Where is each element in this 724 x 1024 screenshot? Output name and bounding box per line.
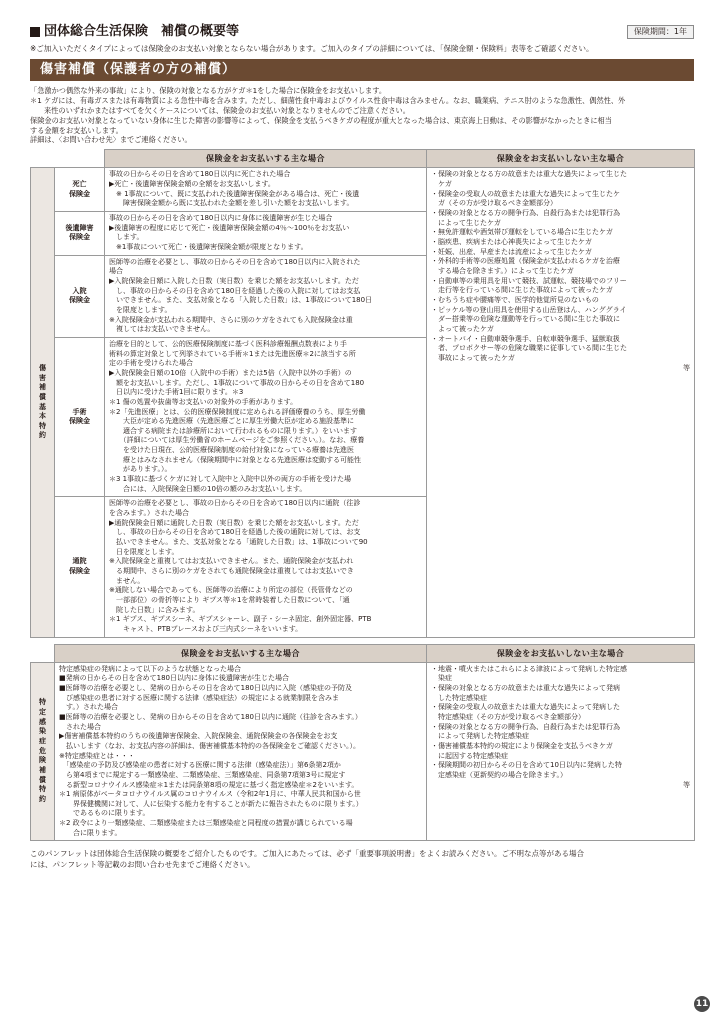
name-part: 死亡	[72, 180, 87, 189]
footer-line: には、パンフレット等記載のお問い合わせ先までご連絡ください。	[30, 860, 255, 870]
text-line: 適合する病院または診療所において行われるものに限ります。）をいいます	[109, 426, 357, 435]
text-line: る新型コロナウイルス感染症＊1または同条第8項の規定に基づく指定感染症＊2をいいます。	[59, 780, 359, 789]
text-line: 医師等の治療を必要とし、事故の日からその日を含めて180日以内に通院（往診	[109, 499, 361, 508]
text-line: る期間中、さらに別のケガをされても通院保険金は重複してはお支払いでき	[109, 567, 354, 575]
text-line: 額をお支払いします。ただし、1事故について事故の日からその日を含めて180	[109, 378, 365, 387]
text-line: 合には、入院保険金日額の10倍の額のみお支払いします。	[109, 484, 307, 493]
text-line: ら第4項までに規定する一類感染症、二類感染症、三類感染症、同条第7項第3号に規定す	[59, 770, 346, 779]
row-name-surgery	[55, 337, 105, 497]
text-line: ・脳疾患、疾病または心神喪失によって生じたケガ	[431, 238, 592, 246]
text-line: する場合を除きます。）によって生じたケガ	[431, 266, 574, 275]
row-name-disability	[55, 212, 105, 256]
text-line: 一部部位）の骨折等により ギプス等＊1を常時装着した日数について、「通	[109, 595, 350, 604]
row-name-outpatient	[55, 497, 105, 637]
top-note: ※ご加入いただくタイプによっては保険金のお支払い対象とならない場合があります。ご加入のタイプの詳細については、「保険金額・保険料」表等をご確認ください。	[30, 44, 594, 53]
row-name-death	[55, 168, 105, 212]
text-line: ＊1 ギプス、ギプスシーネ、ギプスシャーレ、副子・シーネ固定、創外固定器、PTB	[109, 615, 372, 624]
name-part: 保険金	[69, 189, 90, 198]
etc-mark: 等	[683, 363, 690, 372]
text-line: ＊1 病原体がベータコロナウイルス属のコロナウイルス（令和2年1月に、中華人民共和国から世	[59, 790, 361, 799]
name-part: 通院	[72, 557, 87, 566]
page	[30, 22, 694, 871]
header-nopay: 保険金をお支払いしない主な場合	[427, 150, 695, 168]
footer-line: このパンフレットは団体総合生活保険の概要をご紹介したものです。ご加入にあたっては、必ず「重要事項説明書」をよくお読みください。ご不明な点等がある場合	[30, 849, 585, 859]
text-line: ・地震・噴火またはこれらによる津波によって発病した特定感	[431, 664, 627, 673]
page-title	[30, 24, 239, 41]
side-char: 特	[39, 421, 46, 430]
name-part: 保険金	[69, 233, 90, 242]
text-line: ■医師等の治療を必要とし、発病の日からその日を含めて180日以内に通院（往診を含みます。）	[59, 712, 362, 721]
text-line: 療とはみなされません（保険期間中に対象となる先進医療は変動する可能性	[109, 455, 361, 464]
text-line: ・自動車等の乗用具を用いて競技、試運転、競技場でのフリー	[431, 276, 627, 285]
title-row	[30, 22, 694, 42]
side-char: 症	[39, 737, 46, 746]
text-line: ・保険期間の初日からその日を含めて10日以内に発病した特	[431, 761, 622, 770]
intro-line: ＊1 ケガには、有毒ガスまたは有毒物質による急性中毒を含みます。ただし、細菌性食中毒およびウイルス性食中毒は含みません。なお、職業病、テニス肘のような急激性、偶然性、外	[30, 95, 626, 105]
text-line: 特定感染症の発病によって以下のような状態となった場合	[59, 664, 241, 673]
pay-cell-infection	[55, 662, 427, 841]
text-line: 定の手術を受けられた場合	[109, 359, 193, 368]
text-line: ▶傷害補償基本特約のうちの後遺障害保険金、入院保険金、通院保険金の各保険金をお支	[59, 732, 338, 741]
row-pay-outpatient	[105, 497, 427, 637]
row-pay-surgery	[105, 337, 427, 497]
text-line: ません。	[109, 576, 145, 585]
side-char: 傷	[39, 363, 46, 372]
text-line: ■医師等の治療を必要とし、発病の日からその日を含めて180日以内に入院（感染症の予防及	[59, 683, 352, 692]
text-line: よって被ったケガ	[431, 324, 494, 333]
section-banner: 傷害補償（保護者の方の補償）	[30, 59, 694, 81]
text-line: 治療を目的として、公的医療保険制度に基づく医科診療報酬点数表により手	[109, 339, 347, 348]
text-line: ※通院しない場合であっても、医師等の治療により所定の部位（長管骨などの	[109, 586, 353, 595]
side-label-injury	[31, 168, 55, 637]
name-part: 後遺障害	[65, 223, 94, 232]
text-line: 術料の算定対象として列挙されている手術＊1または先進医療＊2に該当する所	[109, 349, 356, 358]
side-char: 約	[39, 431, 46, 440]
text-line: 事故によって被ったケガ	[431, 353, 515, 362]
text-line: 医師等の治療を必要とし、事故の日からその日を含めて180日以内に入院された	[109, 257, 361, 266]
text-line: ・ピッケル等の登山用具を使用する山岳登はん、ハンググライ	[431, 305, 627, 314]
text-line: ※ 1事故について、既に支払われた後遺障害保険金がある場合は、死亡・後遺	[109, 189, 360, 198]
text-line: します。	[109, 233, 144, 242]
text-line: 障害保険金額から既に支払われた金額を差し引いた額をお支払いします。	[109, 199, 354, 208]
text-line: 者、プロボクサー等の危険な職業に従事している間に生じた	[431, 344, 627, 353]
period-badge: 保険期間：1年	[627, 25, 694, 39]
text-line: 「感染症の予防及び感染症の患者に対する医療に関する法律（感染症法）」第6条第2項か	[59, 761, 341, 770]
text-line: ■発病の日からその日を含めて180日以内に身体に後遺障害が生じた場合	[59, 674, 289, 683]
text-line: （詳細については厚生労働省のホームページをご参照ください。）。なお、療養	[109, 436, 365, 445]
side-char: 定	[39, 708, 46, 717]
text-line: ＊1 傷の処置や抜歯等お支払いの対象外の手術があります。	[109, 397, 298, 406]
intro-line: する金額をお支払いします。	[30, 125, 123, 135]
text-line: であるものに限ります。	[59, 809, 150, 818]
side-char: 基	[39, 402, 46, 411]
text-line: いできません。また、支払対象となる「入院した日数」は、1事故について180日	[109, 296, 373, 305]
text-line: を受けた日現在、公的医療保険制度の給付対象になっている療養は先進医	[109, 446, 354, 455]
text-line: ※入院保険金と重複してはお支払いできません。また、通院保険金が支払われ	[109, 557, 354, 566]
text-line: ・オートバイ・自動車競争選手、自転車競争選手、猛獣取扱	[431, 334, 620, 343]
text-line: 走行等を行っている間に生じた事故によって被ったケガ	[431, 286, 613, 295]
name-part: 保険金	[69, 567, 90, 575]
name-part: 手術	[72, 407, 87, 416]
text-line: ケガ	[431, 180, 452, 189]
blank-header	[31, 150, 105, 168]
row-pay-death	[105, 168, 427, 212]
text-line: を含みます。）された場合	[109, 509, 189, 518]
text-line: 払いします（なお、お支払内容の詳細は、傷害補償基本特約の各保険金をご確認ください。）。	[59, 741, 360, 750]
text-line: によって生じたケガ	[431, 218, 501, 227]
side-char: 害	[39, 373, 46, 382]
text-line: 大臣が定める先進医療（先進医療ごとに厚生労働大臣が定める施設基準に	[109, 417, 354, 426]
nopay-cell-infection	[427, 662, 695, 841]
text-line: し、事故の日からその日を含めて180日を経過した後の通院に対しては、お支	[109, 528, 361, 537]
infection-coverage-table	[30, 644, 695, 842]
page-title-text: 団体総合生活保険 補償の概要等	[44, 23, 240, 39]
intro-text	[30, 86, 694, 146]
text-line: ・保険金の受取人の故意または重大な過失によって発病した	[431, 703, 620, 712]
text-line: 日以内に受けた手術1回に限ります。＊3	[109, 388, 244, 397]
name-part: 入院	[72, 286, 87, 295]
text-line: ・妊娠、出産、早産または流産によって生じたケガ	[431, 247, 592, 256]
footer-note	[30, 849, 694, 871]
side-char: 感	[39, 717, 46, 726]
text-line: ・むちうち症や腰痛等で、医学的他覚所見のないもの	[431, 295, 599, 304]
text-line: 場合	[109, 267, 123, 276]
text-line: す。）された場合	[59, 703, 118, 712]
header-pay: 保険金をお支払いする主な場合	[105, 150, 427, 168]
text-line: に起因する特定感染症	[431, 751, 508, 760]
text-line: し、事故の日からその日を含めて180日を経過した後の入院に対してはお支払	[109, 286, 361, 295]
side-char: 補	[39, 766, 46, 775]
header-pay-2: 保険金をお支払いする主な場合	[55, 644, 427, 662]
text-line: ▶死亡・後遺障害保険金額の全額をお支払いします。	[109, 180, 275, 189]
text-line: 日を限度とします。	[109, 547, 179, 556]
text-line: ※特定感染症とは・・・	[59, 751, 135, 760]
text-line: 特定感染症（その方が受け取るべき金額部分）	[431, 712, 585, 721]
side-char: 染	[39, 727, 46, 736]
text-line: ※入院保険金が支払われる期間中、さらに別のケガをされても入院保険金は重	[109, 315, 353, 324]
name-part: 保険金	[69, 417, 90, 426]
text-line: ・保険の対象となる方の闘争行為、自殺行為または犯罪行為	[431, 722, 620, 731]
row-pay-disability	[105, 212, 427, 256]
title-square-icon	[30, 27, 40, 37]
text-line: ・保険の対象となる方の故意または重大な過失によって生じた	[431, 170, 627, 179]
text-line: ＊3 1事故に基づくケガに対して入院中と入院中以外の両方の手術を受けた場	[109, 475, 351, 484]
intro-line: 保険金のお支払い対象となっていない身体に生じた障害の影響等によって、保険金を支払うべきケガの程度が重大となった場合は、東京海上日動は、その影響がなかったときに相当	[30, 115, 612, 125]
text-line: ▶通院保険金日額に通院した日数（実日数）を乗じた額をお支払いします。ただ	[109, 518, 359, 527]
text-line: 複してはお支払いできません。	[109, 325, 215, 334]
etc-mark: 等	[683, 780, 690, 789]
text-line: ＊2「先進医療」とは、公的医療保険制度に定められる評価療養のうち、厚生労働	[109, 407, 366, 416]
injury-coverage-table	[30, 149, 695, 637]
side-char: 特	[39, 698, 46, 707]
side-char: 償	[39, 392, 46, 401]
text-line: ▶入院保険金日額に入院した日数（実日数）を乗じた額をお支払いします。ただ	[109, 276, 359, 285]
blank-header	[31, 644, 55, 662]
text-line: ＊2 政令により一類感染症、二類感染症または三類感染症と同程度の措置が講じられている場	[59, 819, 353, 828]
nopay-cell-injury	[427, 168, 695, 637]
text-line: ガ（その方が受け取るべき金額部分）	[431, 199, 557, 208]
text-line: び感染症の患者に対する医療に関する法律（感染症法）の規定による就業制限を含みま	[59, 693, 339, 702]
intro-line: 来性のいずれかまたはすべてを欠くケースについては、保険金のお支払い対象となりませんのでご注意ください。	[44, 105, 410, 115]
text-line: ・保険の対象となる方の故意または重大な過失によって発病	[431, 683, 620, 692]
text-line: があります。）。	[109, 465, 172, 474]
side-char: 険	[39, 756, 46, 765]
row-name-hospital	[55, 255, 105, 337]
page-number: 11	[694, 996, 710, 1012]
intro-line: 「急激かつ偶然な外来の事故」により、保険の対象となる方がケガ＊1をした場合に保険金をお支払いします。	[30, 85, 387, 95]
side-char: 約	[39, 794, 46, 803]
text-line: ・傷害補償基本特約の規定により保険金を支払うべきケガ	[431, 741, 613, 750]
text-line: 染症	[431, 674, 452, 683]
text-line: ダー搭乗等の危険な運動等を行っている間に生じた事故に	[431, 315, 620, 324]
text-line: 院した日数」に含みます。	[109, 605, 200, 614]
text-line: 界保健機関に対して、人に伝染する能力を有することが新たに報告されたものに限ります。）	[59, 799, 363, 808]
side-label-infection	[31, 662, 55, 841]
text-line: 払いできません。また、支払対象となる「通院した日数」は、1事故について90	[109, 538, 368, 547]
text-line: ※1事故について死亡・後遺障害保険金額が限度となります。	[109, 243, 308, 251]
text-line: ▶後遺障害の程度に応じて死亡・後遺障害保険金額の4％～100％をお支払い	[109, 223, 350, 232]
side-char: 償	[39, 775, 46, 784]
text-line: によって発病した特定感染症	[431, 732, 529, 741]
side-char: 補	[39, 383, 46, 392]
text-line: 合に限ります。	[59, 828, 122, 837]
text-line: 定感染症（更新契約の場合を除きます。）	[431, 770, 567, 779]
name-part: 保険金	[69, 296, 90, 305]
row-pay-hospital	[105, 255, 427, 337]
text-line: ・保険金の受取人の故意または重大な過失によって生じたケ	[431, 189, 620, 198]
text-line: ・外科的手術等の医療処置（保険金が支払われるケガを治療	[431, 257, 620, 266]
text-line: した特定感染症	[431, 693, 487, 702]
text-line: ・保険の対象となる方の闘争行為、自殺行為または犯罪行為	[431, 209, 620, 218]
text-line: を限度とします。	[109, 305, 172, 314]
text-line: 事故の日からその日を含めて180日以内に死亡された場合	[109, 170, 291, 179]
text-line: 事故の日からその日を含めて180日以内に身体に後遺障害が生じた場合	[109, 214, 333, 223]
header-nopay-2: 保険金をお支払いしない主な場合	[427, 644, 695, 662]
text-line: された場合	[59, 722, 101, 731]
intro-line: 詳細は、〈お問い合わせ先〉までご連絡ください。	[30, 135, 192, 145]
text-line: キャスト、PTBブレースおよび三内式シーネをいいます。	[109, 624, 303, 633]
text-line: ・無免許運転や酒気帯び運転をしている場合に生じたケガ	[431, 228, 613, 237]
side-char: 本	[39, 412, 46, 421]
side-char: 危	[39, 746, 46, 755]
text-line: ▶入院保険金日額の10倍（入院中の手術）または5倍（入院中以外の手術）の	[109, 368, 352, 377]
side-char: 特	[39, 785, 46, 794]
